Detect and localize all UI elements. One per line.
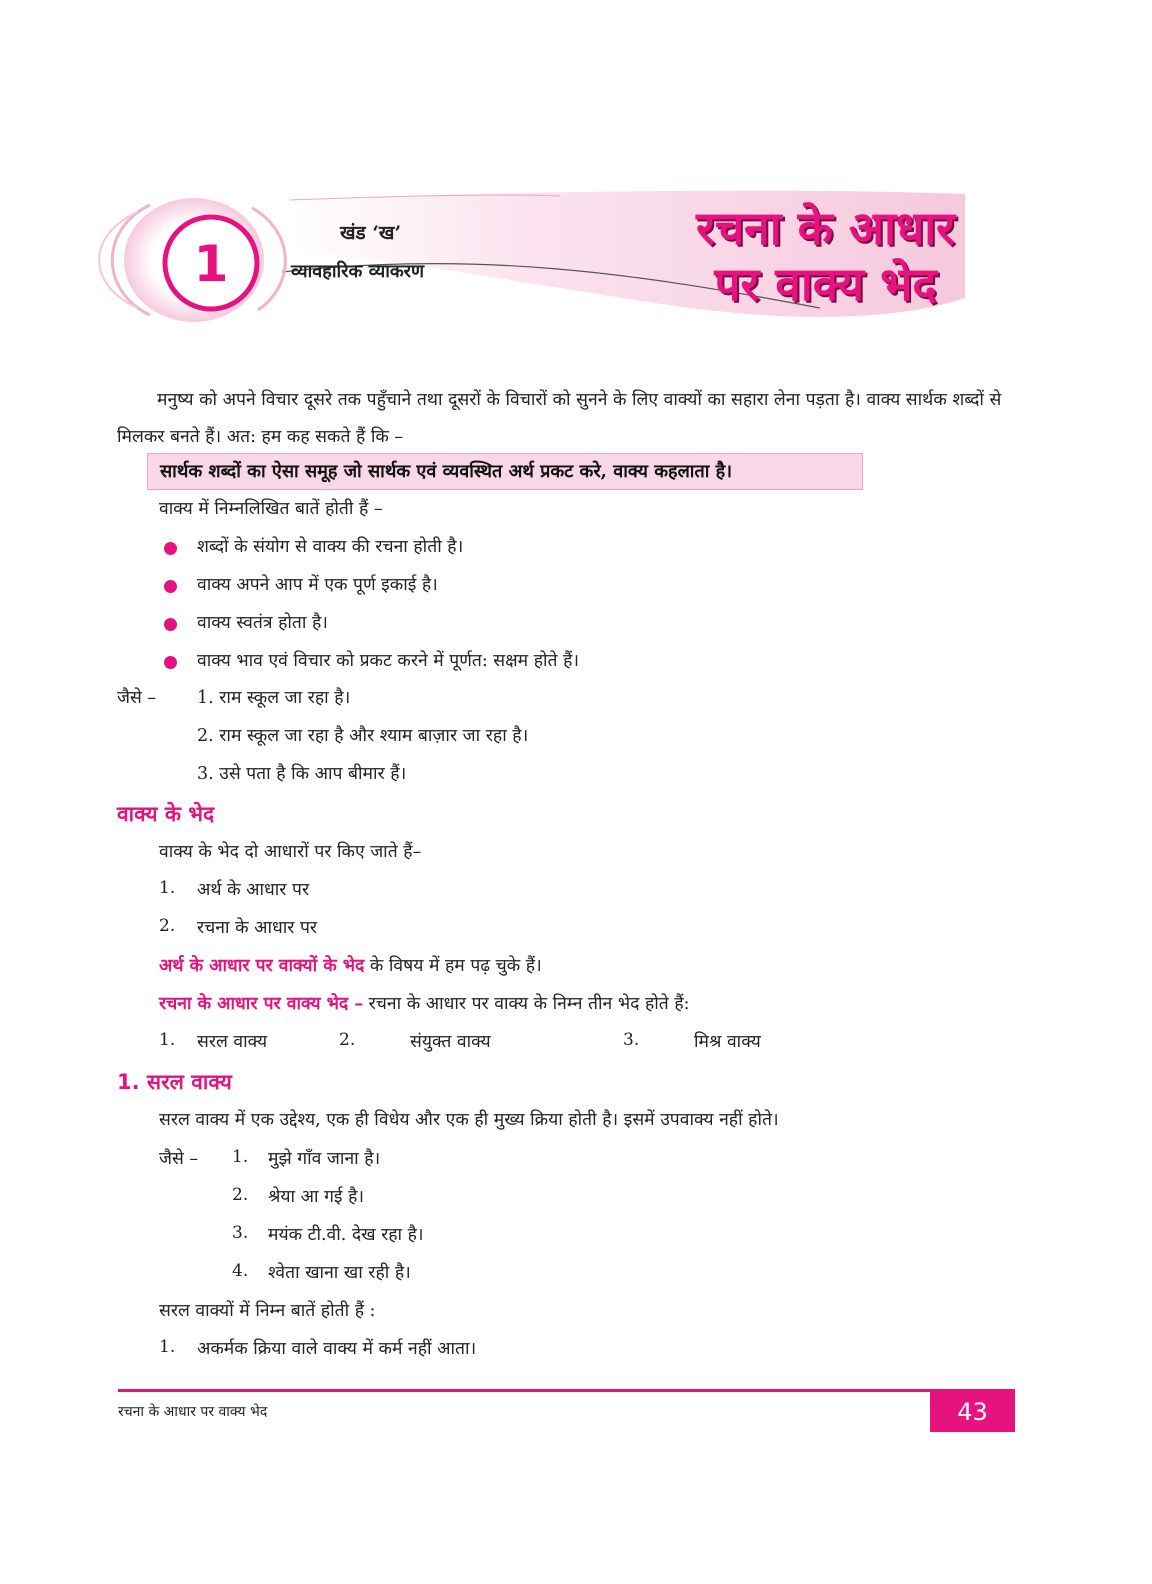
simple-heading: 1. सरल वाक्य [117, 1070, 232, 1094]
subject-label: व्यावहारिक व्याकरण [291, 261, 425, 282]
bullet-icon [164, 580, 177, 593]
examples-label: जैसे – [117, 688, 157, 708]
kind-number: 2. [339, 1030, 356, 1050]
list-number: 1. [159, 878, 176, 898]
types-heading: वाक्य के भेद [117, 802, 215, 826]
feature-item: वाक्य स्वतंत्र होता है। [197, 613, 328, 633]
intro-paragraph: मनुष्य को अपने विचार दूसरे तक पहुँचाने तथा दूसरों के विचारों को सुनने के लिए वाक्यों का सहारा लेना पड़ता है। वाक्य सार्थक शब्दों से मिलकर बनते हैं। अत: हम कह सकते हैं कि – [117, 390, 1002, 447]
definition-text: सार्थक शब्दों का ऐसा समूह जो सार्थक एवं व्यवस्थित अर्थ प्रकट करे, वाक्य कहलाता है। [160, 461, 733, 482]
example-item: श्रेया आ गई है। [268, 1187, 365, 1207]
chapter-title-line1: रचना के आधार [696, 201, 955, 255]
kind-number: 3. [623, 1030, 640, 1050]
bullet-icon [164, 618, 177, 631]
example-item: मुझे गाँव जाना है। [268, 1149, 381, 1169]
note-rest: के विषय में हम पढ़ चुके हैं। [364, 956, 542, 976]
structure-bold: रचना के आधार पर वाक्य भेद – [159, 994, 364, 1014]
example-item: 3. उसे पता है कि आप बीमार हैं। [197, 764, 407, 784]
list-item: अर्थ के आधार पर [197, 880, 310, 900]
example-number: 3. [232, 1223, 249, 1243]
feature-item: वाक्य अपने आप में एक पूर्ण इकाई है। [197, 575, 438, 595]
simple-points-intro: सरल वाक्यों में निम्न बातें होती हैं : [159, 1301, 376, 1321]
chapter-number: 1 [193, 235, 229, 293]
feature-item: शब्दों के संयोग से वाक्य की रचना होती है। [197, 537, 464, 557]
simple-examples-label: जैसे – [159, 1149, 199, 1169]
footer-rule [118, 1389, 1015, 1392]
chapter-banner [0, 180, 1152, 340]
section-label: खंड ‘ख’ [340, 222, 402, 244]
structure-rest: रचना के आधार पर वाक्य के निम्न तीन भेद होते हैं: [363, 994, 690, 1014]
types-intro: वाक्य के भेद दो आधारों पर किए जाते हैं– [159, 842, 422, 862]
list-number: 2. [159, 916, 176, 936]
example-number: 1. [232, 1147, 249, 1167]
features-intro: वाक्य में निम्नलिखित बातें होती हैं – [159, 499, 383, 519]
example-item: मयंक टी.वी. देख रहा है। [268, 1225, 424, 1245]
footer-running-title: रचना के आधार पर वाक्य भेद [118, 1404, 268, 1420]
example-item: 1. राम स्कूल जा रहा है। [197, 688, 351, 708]
bullet-icon [164, 656, 177, 669]
chapter-title [696, 200, 955, 312]
point-item: अकर्मक क्रिया वाले वाक्य में कर्म नहीं आता। [197, 1339, 477, 1359]
kind-item: सरल वाक्य [197, 1032, 268, 1052]
kind-item: संयुक्त वाक्य [410, 1032, 491, 1052]
example-number: 4. [232, 1261, 249, 1281]
structure-line [159, 992, 690, 1016]
page-number: 43 [930, 1392, 1015, 1432]
list-item: रचना के आधार पर [197, 918, 318, 938]
feature-item: वाक्य भाव एवं विचार को प्रकट करने में पूर्णत: सक्षम होते हैं। [197, 651, 579, 671]
point-number: 1. [159, 1337, 176, 1357]
note-bold: अर्थ के आधार पर वाक्यों के भेद [159, 956, 365, 976]
bullet-icon [164, 542, 177, 555]
example-item: श्वेता खाना खा रही है। [268, 1263, 411, 1283]
simple-definition: सरल वाक्य में एक उद्देश्य, एक ही विधेय और एक ही मुख्य क्रिया होती है। इसमें उपवाक्य नहीं होते। [159, 1110, 779, 1130]
note-line [159, 954, 542, 978]
example-number: 2. [232, 1185, 249, 1205]
chapter-title-line2: पर वाक्य भेद [714, 257, 937, 311]
kind-number: 1. [159, 1030, 176, 1050]
example-item: 2. राम स्कूल जा रहा है और श्याम बाज़ार जा रहा है। [197, 726, 529, 746]
kind-item: मिश्र वाक्य [694, 1032, 761, 1052]
